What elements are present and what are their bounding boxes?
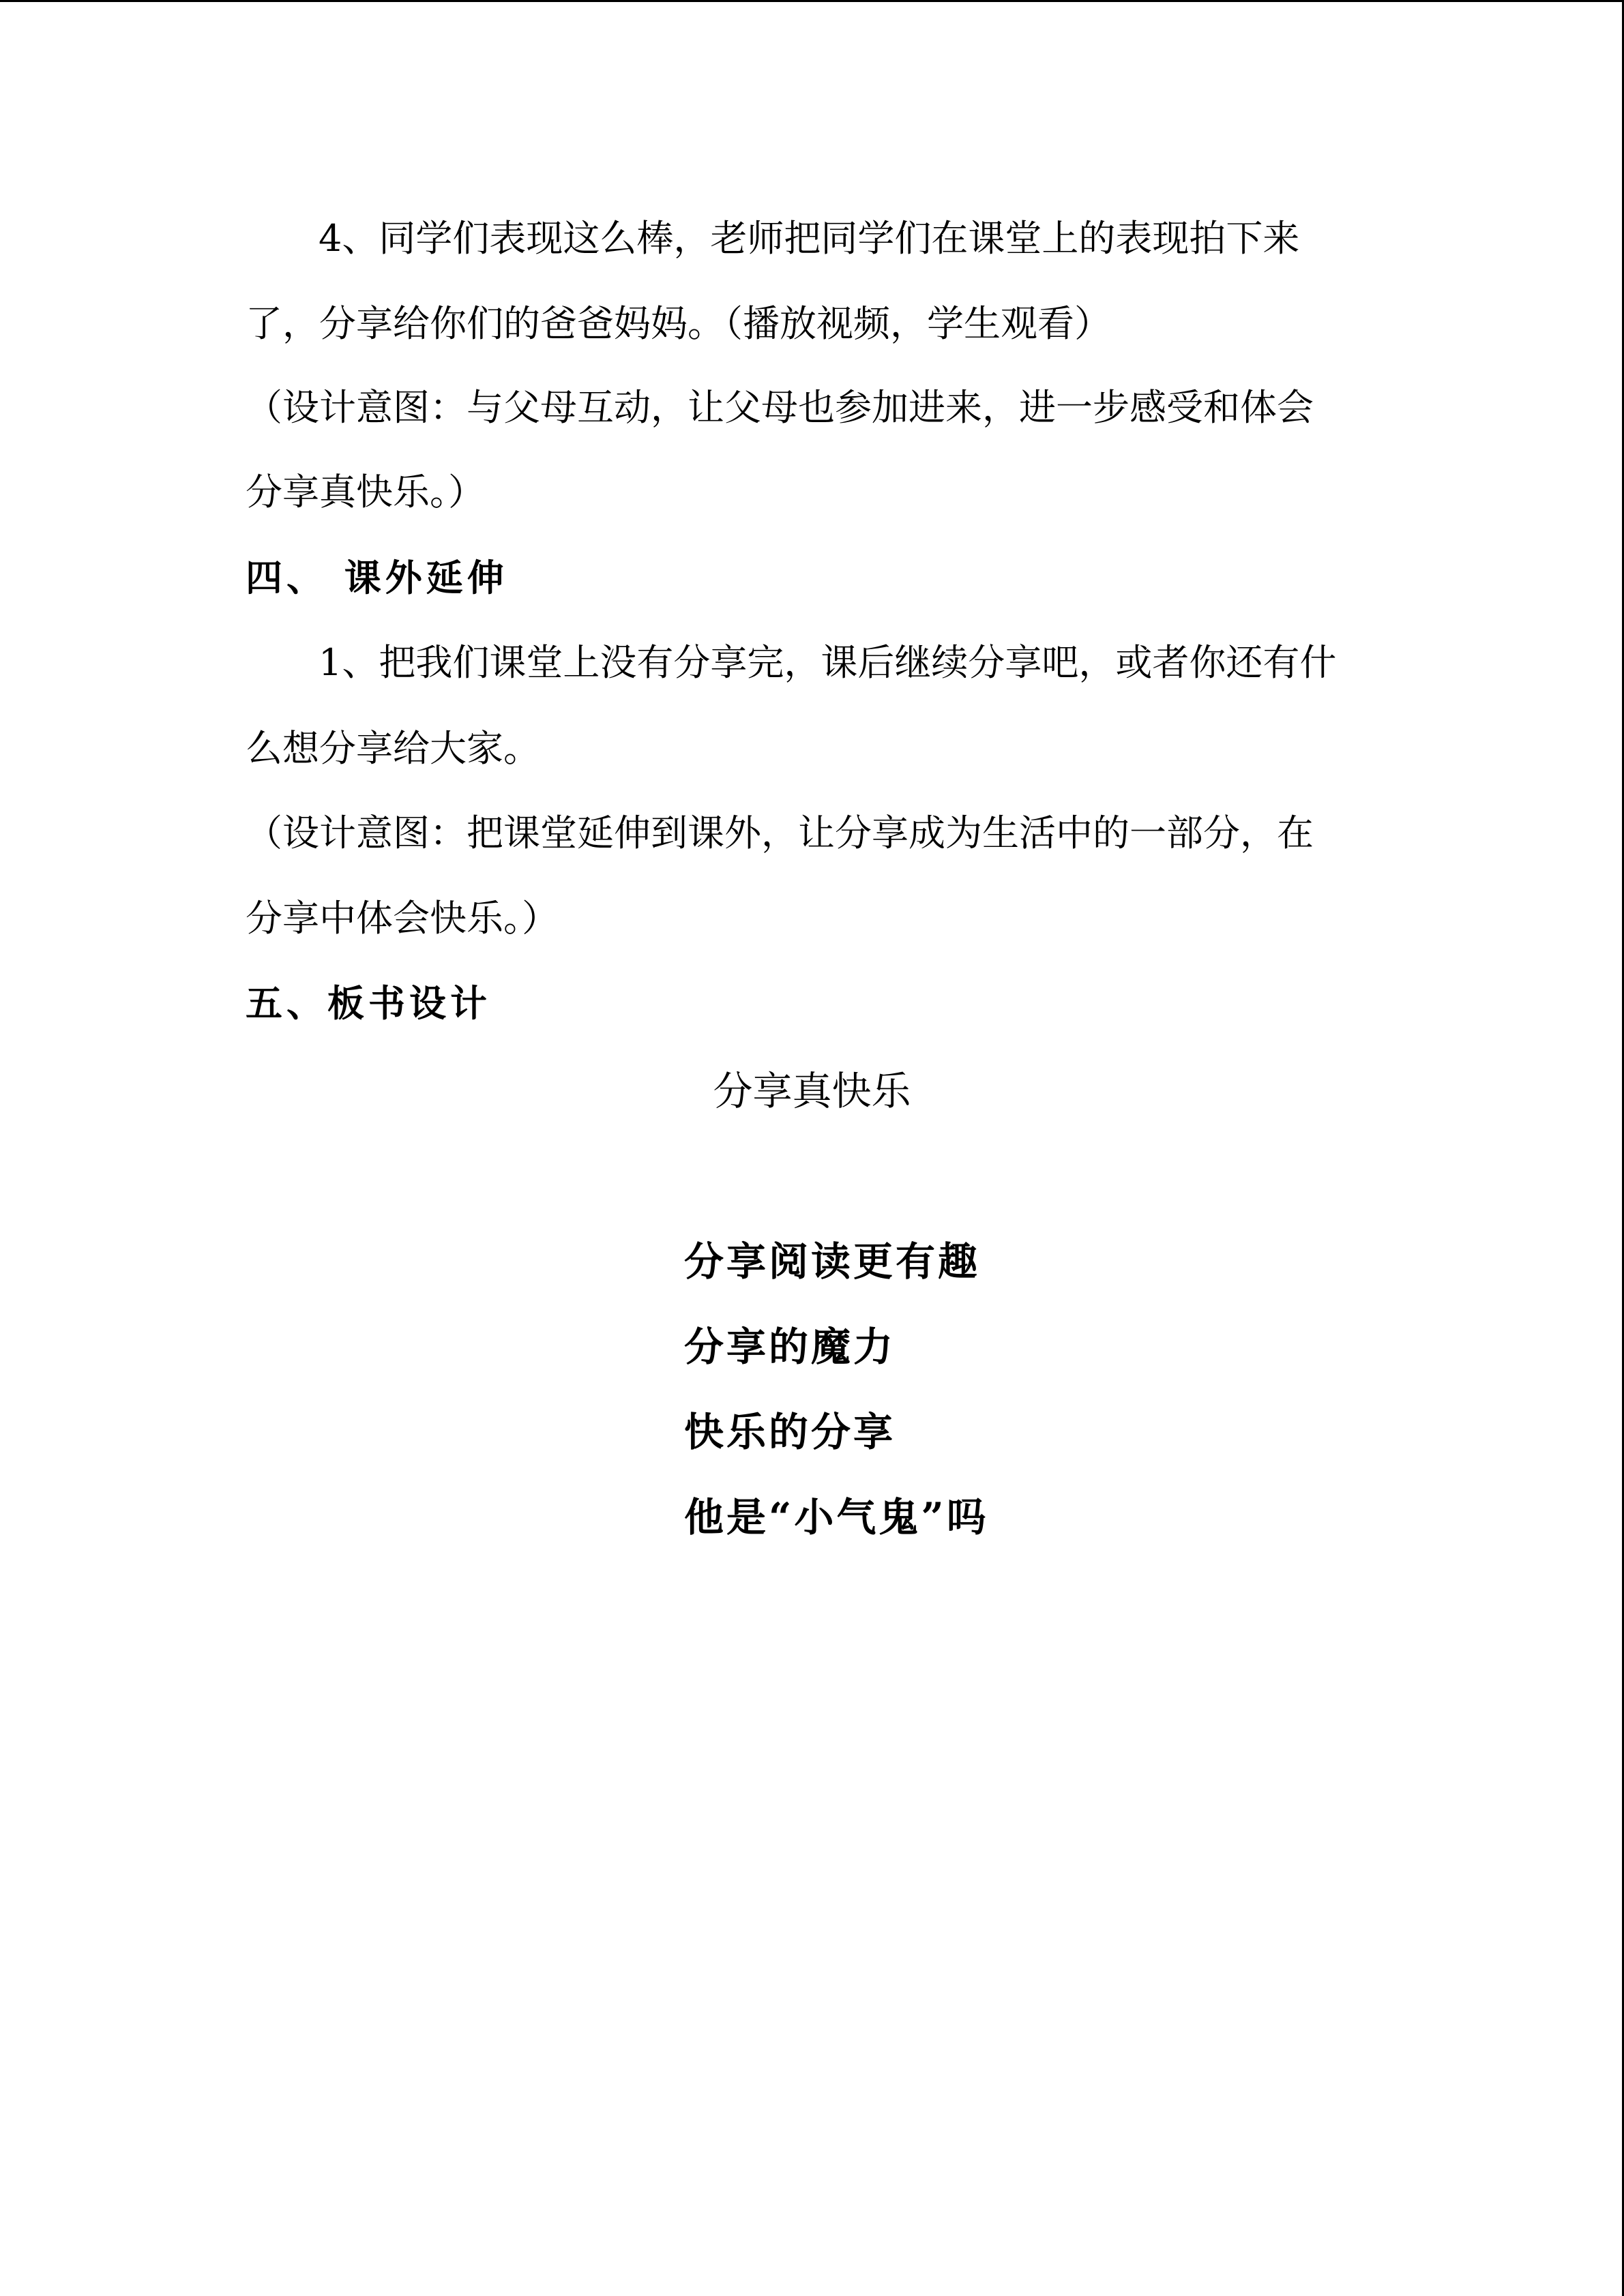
board-item: 分享的魔力: [684, 1324, 896, 1370]
design-intent-1-line-2: 分享真快乐。）: [246, 471, 485, 513]
board-item: 他是“小气鬼”吗: [684, 1494, 989, 1540]
design-intent-1-line-1: （设计意图：与父母互动，让父母也参加进来，进一步感受和体会: [246, 386, 1314, 429]
paragraph-1-line-2: 么想分享给大家。: [246, 727, 540, 770]
top-border: [0, 0, 1624, 2]
section-5-heading: 五、板书设计: [246, 982, 491, 1025]
board-title: 分享真快乐: [713, 1068, 911, 1114]
paragraph-1-line-1: 1、把我们课堂上没有分享完，课后继续分享吧，或者你还有什: [319, 641, 1337, 684]
paragraph-4-line-1: 4、同学们表现这么棒，老师把同学们在课堂上的表现拍下来: [319, 217, 1300, 260]
design-intent-2-line-2: 分享中体会快乐。）: [246, 897, 559, 940]
board-item: 快乐的分享: [684, 1409, 896, 1455]
paragraph-4-line-2: 了，分享给你们的爸爸妈妈。（播放视频，学生观看）: [246, 302, 1111, 345]
design-intent-2-line-1: （设计意图：把课堂延伸到课外，让分享成为生活中的一部分，在: [246, 811, 1314, 854]
section-4-heading: 四、 课外延伸: [246, 556, 508, 599]
board-item: 分享阅读更有趣: [684, 1238, 981, 1285]
